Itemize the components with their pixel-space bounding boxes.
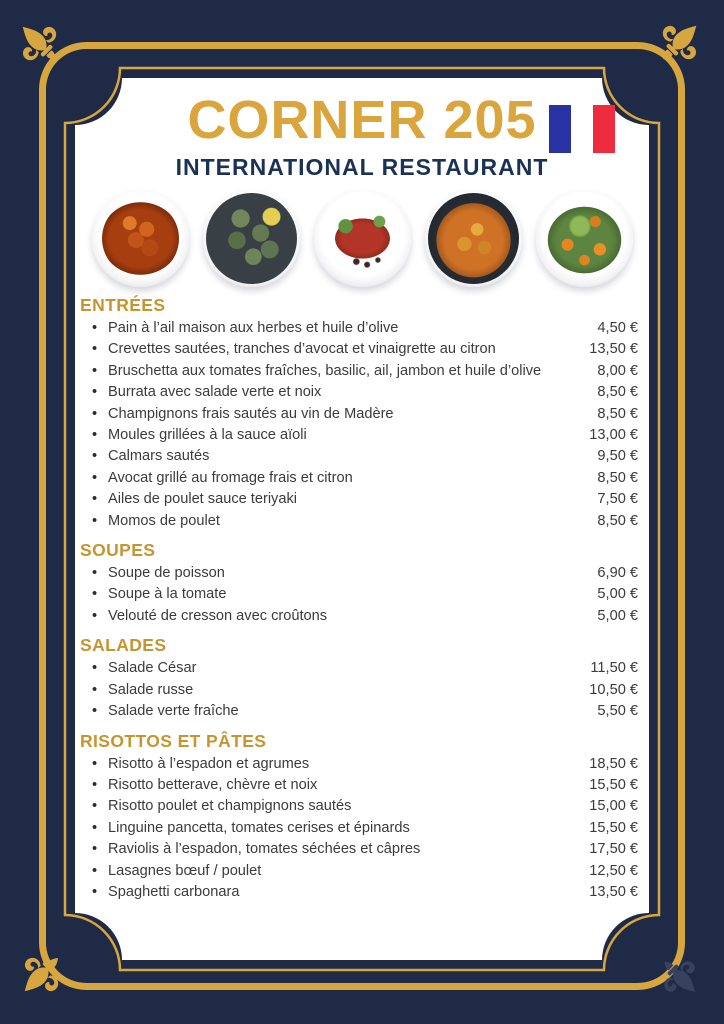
menu-item <box>75 425 649 446</box>
restaurant-subtitle: INTERNATIONAL RESTAURANT <box>175 154 549 180</box>
item-name: Soupe à la tomate <box>108 586 227 603</box>
mussels-pan-photo <box>206 193 297 284</box>
section-title: RISOTTOS ET PÂTES <box>80 730 267 751</box>
item-price: 17,50 € <box>589 841 638 858</box>
item-bullet: • <box>92 755 98 772</box>
page-title: CORNER 205 <box>187 90 537 150</box>
menu-item <box>75 446 649 467</box>
item-bullet: • <box>92 798 98 815</box>
item-name: Spaghetti carbonara <box>108 883 240 900</box>
item-price: 15,00 € <box>589 798 638 815</box>
item-bullet: • <box>92 681 98 698</box>
menu-item <box>75 318 649 339</box>
menu-item <box>75 796 649 817</box>
item-name: Moules grillées à la sauce aïoli <box>108 427 307 444</box>
food-image-chicken-wings <box>92 190 189 287</box>
item-price: 8,00 € <box>597 362 638 379</box>
shrimp-salad-photo <box>546 200 623 277</box>
item-bullet: • <box>92 320 98 336</box>
item-price: 5,00 € <box>597 607 638 624</box>
item-name: Burrata avec salade verte et noix <box>108 384 322 401</box>
menu-item <box>75 584 649 605</box>
item-price: 8,50 € <box>597 405 638 422</box>
item-name: Linguine pancetta, tomates cerises et épinards <box>108 819 410 836</box>
item-name: Bruschetta aux tomates fraîches, basilic, ail, jambon et huile d’olive <box>108 362 542 379</box>
menu-item <box>75 361 649 382</box>
item-name: Salade César <box>108 660 197 677</box>
item-price: 13,50 € <box>589 341 638 358</box>
item-bullet: • <box>92 512 98 529</box>
item-bullet: • <box>92 469 98 486</box>
item-price: 13,00 € <box>589 427 638 444</box>
item-price: 12,50 € <box>589 862 638 879</box>
item-bullet: • <box>92 819 98 836</box>
item-name: Lasagnes bœuf / poulet <box>108 862 262 879</box>
item-bullet: • <box>92 427 98 444</box>
bruschetta-plate-photo <box>324 200 401 277</box>
menu-item <box>75 468 649 489</box>
item-price: 8,50 € <box>597 469 638 486</box>
section-title: ENTRÉES <box>80 295 166 315</box>
menu-item <box>75 489 649 510</box>
item-name: Pain à l’ail maison aux herbes et huile d’olive <box>108 320 399 336</box>
item-price: 8,50 € <box>597 512 638 529</box>
menu-item <box>75 818 649 839</box>
menu-item <box>75 511 649 532</box>
item-price: 9,50 € <box>597 448 638 465</box>
item-name: Crevettes sautées, tranches d’avocat et vinaigrette au citron <box>108 341 496 358</box>
item-price: 11,50 € <box>590 660 638 677</box>
item-bullet: • <box>92 384 98 401</box>
item-bullet: • <box>92 405 98 422</box>
item-bullet: • <box>92 341 98 358</box>
french-flag-icon <box>549 105 615 153</box>
item-name: Salade russe <box>108 681 194 698</box>
seafood-stew-pan-photo <box>428 193 519 284</box>
item-bullet: • <box>92 883 98 900</box>
menu-item <box>75 701 649 722</box>
item-bullet: • <box>92 362 98 379</box>
item-name: Raviolis à l’espadon, tomates séchées et câpres <box>108 841 421 858</box>
item-bullet: • <box>92 565 98 582</box>
menu <box>75 295 649 903</box>
item-price: 4,50 € <box>597 320 638 336</box>
item-bullet: • <box>92 607 98 624</box>
item-price: 5,00 € <box>597 586 638 603</box>
menu-item <box>75 658 649 679</box>
item-name: Salade verte fraîche <box>108 703 239 720</box>
item-price: 15,50 € <box>589 819 638 836</box>
item-bullet: • <box>92 586 98 603</box>
item-bullet: • <box>92 448 98 465</box>
white-panel <box>75 75 649 960</box>
item-bullet: • <box>92 776 98 793</box>
section-title: SALADES <box>80 635 167 656</box>
item-bullet: • <box>92 703 98 720</box>
item-name: Velouté de cresson avec croûtons <box>108 607 328 624</box>
item-name: Momos de poulet <box>108 512 220 529</box>
item-bullet: • <box>92 862 98 879</box>
item-price: 5,50 € <box>597 703 638 720</box>
item-name: Soupe de poisson <box>108 565 225 582</box>
menu-item <box>75 382 649 403</box>
section-title: SOUPES <box>80 540 156 561</box>
menu-item <box>75 339 649 360</box>
item-name: Risotto betterave, chèvre et noix <box>108 776 318 793</box>
food-image-seafood-stew-pan <box>425 190 522 287</box>
menu-item <box>75 680 649 701</box>
item-bullet: • <box>92 841 98 858</box>
menu-item <box>75 839 649 860</box>
item-name: Calmars sautés <box>108 448 210 465</box>
item-name: Champignons frais sautés au vin de Madère <box>108 405 394 422</box>
item-price: 6,90 € <box>597 565 638 582</box>
food-image-bruschetta-plate <box>314 190 411 287</box>
menu-item <box>75 606 649 627</box>
item-price: 8,50 € <box>597 384 638 401</box>
menu-item <box>75 775 649 796</box>
item-name: Risotto à l’espadon et agrumes <box>108 755 310 772</box>
chicken-wings-photo <box>102 200 179 277</box>
item-name: Risotto poulet et champignons sautés <box>108 798 352 815</box>
item-name: Ailes de poulet sauce teriyaki <box>108 491 298 508</box>
item-price: 10,50 € <box>589 681 638 698</box>
item-bullet: • <box>92 660 98 677</box>
menu-item <box>75 754 649 775</box>
food-image-mussels-pan <box>203 190 300 287</box>
item-price: 7,50 € <box>597 491 638 508</box>
item-price: 18,50 € <box>589 755 638 772</box>
menu-item <box>75 563 649 584</box>
item-price: 15,50 € <box>589 776 638 793</box>
menu-item <box>75 882 649 903</box>
item-name: Avocat grillé au fromage frais et citron <box>108 469 353 486</box>
menu-item <box>75 404 649 425</box>
food-image-shrimp-salad <box>536 190 633 287</box>
item-price: 13,50 € <box>589 883 638 900</box>
food-gallery <box>75 190 649 287</box>
item-bullet: • <box>92 491 98 508</box>
menu-item <box>75 861 649 882</box>
